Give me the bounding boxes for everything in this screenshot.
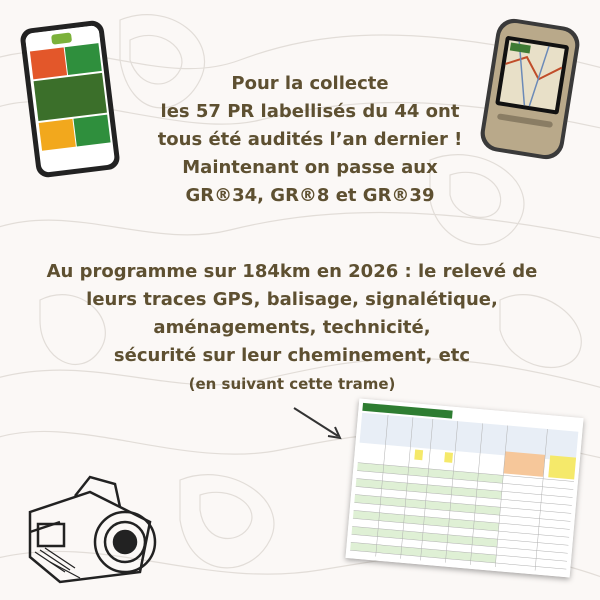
- program-line-5: (en suivant cette trame): [188, 375, 396, 393]
- arrow-icon: [292, 406, 344, 442]
- intro-line-5: GR®34, GR®8 et GR®39: [185, 185, 435, 206]
- program-line-1: Au programme sur 184km en 2026 : le relevé de: [46, 261, 538, 282]
- intro-line-3: tous été audités l’an dernier !: [157, 129, 463, 150]
- intro-line-1: Pour la collecte: [231, 73, 389, 94]
- spreadsheet-image: [345, 398, 583, 577]
- program-line-4: sécurité sur leur cheminement, etc: [113, 345, 471, 366]
- intro-line-2: les 57 PR labellisés du 44 ont: [160, 101, 460, 122]
- program-line-2: leurs traces GPS, balisage, signalétique,: [86, 289, 498, 310]
- program-line-3: aménagements, technicité,: [153, 317, 431, 338]
- camera-drawing: [20, 462, 170, 587]
- intro-line-4: Maintenant on passe aux: [182, 157, 438, 178]
